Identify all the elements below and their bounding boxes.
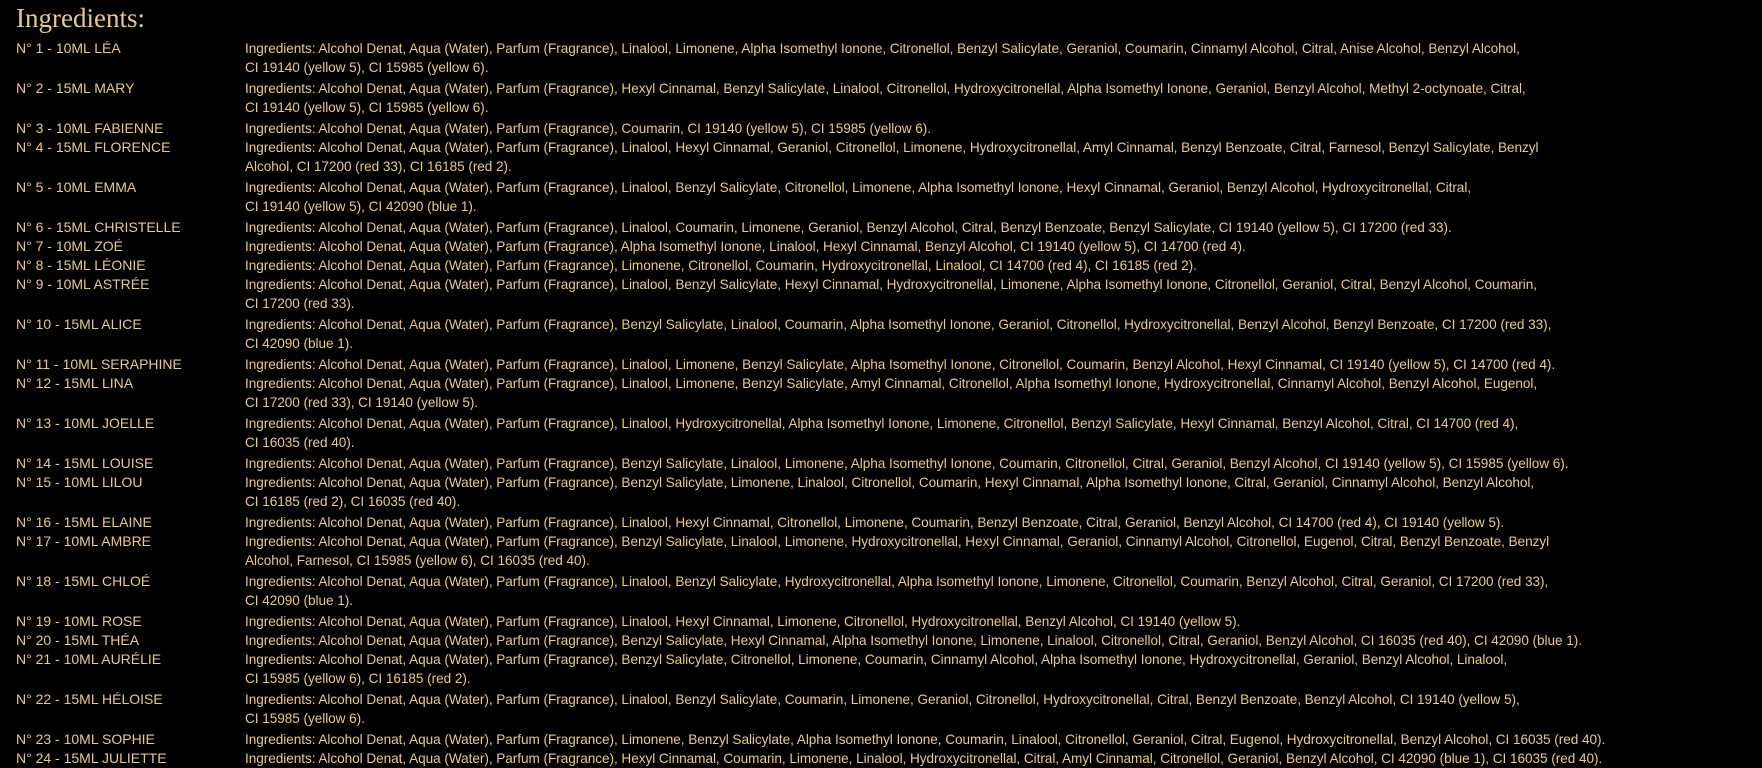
product-label: N° 10 - 15ML ALICE <box>16 316 142 332</box>
product-label: N° 5 - 10ML EMMA <box>16 179 137 195</box>
product-label: N° 21 - 10ML AURÉLIE <box>16 651 162 667</box>
product-ingredients: Ingredients: Alcohol Denat, Aqua (Water), Parfum (Fragrance), Hexyl Cinnamal, Coumarin, Limonene, Linalool, Hydroxycitronellal, Citral, Amyl Cinnamal, Citronellol, Geraniol, Benzyl Alcohol, CI 42090 (blue 1), CI 16035 (red 40). <box>245 751 1603 766</box>
product-row <box>16 532 1756 570</box>
product-ingredients: Ingredients: Alcohol Denat, Aqua (Water), Parfum (Fragrance), Linalool, Benzyl Salicylate, Coumarin, Limonene, Geraniol, Citronellol, Hydroxycitronellal, Citral, Benzyl Benzoate, Benzyl Alcohol, CI 19140 (yellow 5), CI 15985 (yellow 6). <box>245 692 1520 726</box>
product-row <box>16 513 1756 532</box>
product-ingredients: Ingredients: Alcohol Denat, Aqua (Water), Parfum (Fragrance), Benzyl Salicylate, Limonene, Linalool, Citronellol, Coumarin, Hexyl Cinnamal, Alpha Isomethyl Ionone, Citral, Geraniol, Cinnamyl Alcohol, Benzyl Alcohol, CI 16185 (red 2), CI 16035 (red 40). <box>245 475 1535 509</box>
product-row <box>16 315 1756 353</box>
product-row <box>16 178 1756 216</box>
product-row <box>16 473 1756 511</box>
product-row <box>16 237 1756 256</box>
product-ingredients: Ingredients: Alcohol Denat, Aqua (Water), Parfum (Fragrance), Linalool, Hydroxycitronellal, Alpha Isomethyl Ionone, Limonene, Citronellol, Benzyl Salicylate, Hexyl Cinnamal, Benzyl Alcohol, Citral, CI 14700 (red 4), CI 16035 (red 40). <box>245 416 1519 450</box>
product-row <box>16 749 1756 768</box>
product-ingredients: Ingredients: Alcohol Denat, Aqua (Water), Parfum (Fragrance), Benzyl Salicylate, Linalool, Limonene, Hydroxycitronellal, Hexyl Cinnamal, Geraniol, Cinnamyl Alcohol, Citronellol, Eugenol, Citral, Benzyl Benzoate, Benzyl Alcohol, Farnesol, CI 15985 (yellow 6), CI 16035 (red 40). <box>245 534 1550 568</box>
product-label: N° 23 - 10ML SOPHIE <box>16 731 155 747</box>
product-label: N° 4 - 15ML FLORENCE <box>16 139 171 155</box>
product-label: N° 12 - 15ML LINA <box>16 375 134 391</box>
product-row <box>16 572 1756 610</box>
product-label: N° 16 - 15ML ELAINE <box>16 514 152 530</box>
product-label: N° 11 - 10ML SERAPHINE <box>16 356 182 372</box>
product-ingredients: Ingredients: Alcohol Denat, Aqua (Water), Parfum (Fragrance), Benzyl Salicylate, Citronellol, Limonene, Coumarin, Cinnamyl Alcohol, Alpha Isomethyl Ionone, Hydroxycitronellal, Geraniol, Benzyl Alcohol, Linalool, CI 15985 (yellow 6), CI 16185 (red 2). <box>245 652 1508 686</box>
product-label: N° 15 - 10ML LILOU <box>16 474 143 490</box>
page-title: Ingredients: <box>16 3 145 33</box>
product-label: N° 13 - 10ML JOELLE <box>16 415 155 431</box>
product-row <box>16 256 1756 275</box>
product-ingredients: Ingredients: Alcohol Denat, Aqua (Water), Parfum (Fragrance), Linalool, Hexyl Cinnamal, Citronellol, Limonene, Coumarin, Benzyl Benzoate, Citral, Geraniol, Benzyl Alcohol, CI 14700 (red 4), CI 19140 (yellow 5). <box>245 515 1505 530</box>
product-label: N° 14 - 15ML LOUISE <box>16 455 154 471</box>
product-ingredients: Ingredients: Alcohol Denat, Aqua (Water), Parfum (Fragrance), Coumarin, CI 19140 (yellow 5), CI 15985 (yellow 6). <box>245 121 931 136</box>
product-label: N° 18 - 15ML CHLOÉ <box>16 573 151 589</box>
product-row <box>16 39 1756 77</box>
product-ingredients: Ingredients: Alcohol Denat, Aqua (Water), Parfum (Fragrance), Hexyl Cinnamal, Benzyl Salicylate, Linalool, Citronellol, Hydroxycitronellal, Alpha Isomethyl Ionone, Geraniol, Benzyl Alcohol, Methyl 2-octynoate, Citral, CI 19140 (yellow 5), CI 15985 (yellow 6). <box>245 81 1526 115</box>
product-row <box>16 650 1756 688</box>
product-row <box>16 414 1756 452</box>
product-ingredients: Ingredients: Alcohol Denat, Aqua (Water), Parfum (Fragrance), Linalool, Limonene, Alpha Isomethyl Ionone, Citronellol, Benzyl Salicylate, Geraniol, Coumarin, Cinnamyl Alcohol, Citral, Anise Alcohol, Benzyl Alcohol, CI 19140 (yellow 5), CI 15985 (yellow 6). <box>245 41 1520 75</box>
ingredient-list <box>16 39 1756 768</box>
product-row <box>16 730 1756 749</box>
product-ingredients: Ingredients: Alcohol Denat, Aqua (Water), Parfum (Fragrance), Linalool, Coumarin, Limonene, Geraniol, Benzyl Alcohol, Citral, Benzyl Benzoate, Benzyl Salicylate, CI 19140 (yellow 5), CI 17200 (red 33). <box>245 220 1452 235</box>
product-label: N° 20 - 15ML THÉA <box>16 632 140 648</box>
product-row <box>16 612 1756 631</box>
product-ingredients: Ingredients: Alcohol Denat, Aqua (Water), Parfum (Fragrance), Linalool, Hexyl Cinnamal, Geraniol, Citronellol, Limonene, Hydroxycitronellal, Amyl Cinnamal, Benzyl Benzoate, Citral, Farnesol, Benzyl Salicylate, Benzyl Alcohol, CI 17200 (red 33), CI 16185 (red 2). <box>245 140 1539 174</box>
product-row <box>16 138 1756 176</box>
product-label: N° 1 - 10ML LÉA <box>16 40 121 56</box>
product-ingredients: Ingredients: Alcohol Denat, Aqua (Water), Parfum (Fragrance), Linalool, Benzyl Salicylate, Citronellol, Limonene, Alpha Isomethyl Ionone, Hexyl Cinnamal, Geraniol, Benzyl Alcohol, Hydroxycitronellal, Citral, CI 19140 (yellow 5), CI 42090 (blue 1). <box>245 180 1472 214</box>
product-row <box>16 119 1756 138</box>
product-label: N° 22 - 15ML HÉLOISE <box>16 691 163 707</box>
product-row <box>16 275 1756 313</box>
product-row <box>16 218 1756 237</box>
product-ingredients: Ingredients: Alcohol Denat, Aqua (Water), Parfum (Fragrance), Linalool, Limonene, Benzyl Salicylate, Alpha Isomethyl Ionone, Citronellol, Coumarin, Benzyl Alcohol, Hexyl Cinnamal, CI 19140 (yellow 5), CI 14700 (red 4). <box>245 357 1556 372</box>
product-row <box>16 355 1756 374</box>
product-row <box>16 454 1756 473</box>
product-ingredients: Ingredients: Alcohol Denat, Aqua (Water), Parfum (Fragrance), Limonene, Benzyl Salicylate, Alpha Isomethyl Ionone, Coumarin, Linalool, Citronellol, Geraniol, Citral, Eugenol, Hydroxycitronellal, Benzyl Alcohol, CI 16035 (red 40). <box>245 732 1606 747</box>
product-ingredients: Ingredients: Alcohol Denat, Aqua (Water), Parfum (Fragrance), Benzyl Salicylate, Linalool, Limonene, Alpha Isomethyl Ionone, Coumarin, Citronellol, Citral, Geraniol, Benzyl Alcohol, CI 19140 (yellow 5), CI 15985 (yellow 6). <box>245 456 1569 471</box>
product-row <box>16 79 1756 117</box>
product-ingredients: Ingredients: Alcohol Denat, Aqua (Water), Parfum (Fragrance), Benzyl Salicylate, Hexyl Cinnamal, Alpha Isomethyl Ionone, Limonene, Linalool, Citronellol, Citral, Geraniol, Benzyl Alcohol, CI 16035 (red 40), CI 42090 (blue 1). <box>245 633 1582 648</box>
product-ingredients: Ingredients: Alcohol Denat, Aqua (Water), Parfum (Fragrance), Linalool, Benzyl Salicylate, Hexyl Cinnamal, Hydroxycitronellal, Limonene, Alpha Isomethyl Ionone, Citronellol, Geraniol, Citral, Benzyl Alcohol, Coumarin, CI 17200 (red 33). <box>245 277 1537 311</box>
product-ingredients: Ingredients: Alcohol Denat, Aqua (Water), Parfum (Fragrance), Alpha Isomethyl Ionone, Linalool, Hexyl Cinnamal, Benzyl Alcohol, CI 19140 (yellow 5), CI 14700 (red 4). <box>245 239 1246 254</box>
product-label: N° 24 - 15ML JULIETTE <box>16 750 167 766</box>
product-label: N° 2 - 15ML MARY <box>16 80 135 96</box>
product-row <box>16 374 1756 412</box>
product-row <box>16 690 1756 728</box>
product-ingredients: Ingredients: Alcohol Denat, Aqua (Water), Parfum (Fragrance), Limonene, Citronellol, Coumarin, Hydroxycitronellal, Linalool, CI 14700 (red 4), CI 16185 (red 2). <box>245 258 1197 273</box>
product-label: N° 8 - 15ML LÉONIE <box>16 257 146 273</box>
product-label: N° 7 - 10ML ZOÉ <box>16 238 123 254</box>
product-ingredients: Ingredients: Alcohol Denat, Aqua (Water), Parfum (Fragrance), Linalool, Limonene, Benzyl Salicylate, Amyl Cinnamal, Citronellol, Alpha Isomethyl Ionone, Hydroxycitronellal, Cinnamyl Alcohol, Benzyl Alcohol, Eugenol, CI 17200 (red 33), CI 19140 (yellow 5). <box>245 376 1538 410</box>
product-label: N° 6 - 15ML CHRISTELLE <box>16 219 181 235</box>
product-ingredients: Ingredients: Alcohol Denat, Aqua (Water), Parfum (Fragrance), Benzyl Salicylate, Linalool, Coumarin, Alpha Isomethyl Ionone, Geraniol, Citronellol, Hydroxycitronellal, Benzyl Alcohol, Benzyl Benzoate, CI 17200 (red 33), CI 42090 (blue 1). <box>245 317 1552 351</box>
product-label: N° 19 - 10ML ROSE <box>16 613 142 629</box>
product-ingredients: Ingredients: Alcohol Denat, Aqua (Water), Parfum (Fragrance), Linalool, Hexyl Cinnamal, Limonene, Citronellol, Hydroxycitronellal, Benzyl Alcohol, CI 19140 (yellow 5). <box>245 614 1241 629</box>
product-row <box>16 631 1756 650</box>
product-label: N° 17 - 10ML AMBRE <box>16 533 152 549</box>
product-ingredients: Ingredients: Alcohol Denat, Aqua (Water), Parfum (Fragrance), Linalool, Benzyl Salicylate, Hydroxycitronellal, Alpha Isomethyl Ionone, Limonene, Citronellol, Coumarin, Benzyl Alcohol, Citral, Geraniol, CI 17200 (red 33), CI 42090 (blue 1). <box>245 574 1549 608</box>
product-label: N° 9 - 10ML ASTRÉE <box>16 276 150 292</box>
product-label: N° 3 - 10ML FABIENNE <box>16 120 164 136</box>
